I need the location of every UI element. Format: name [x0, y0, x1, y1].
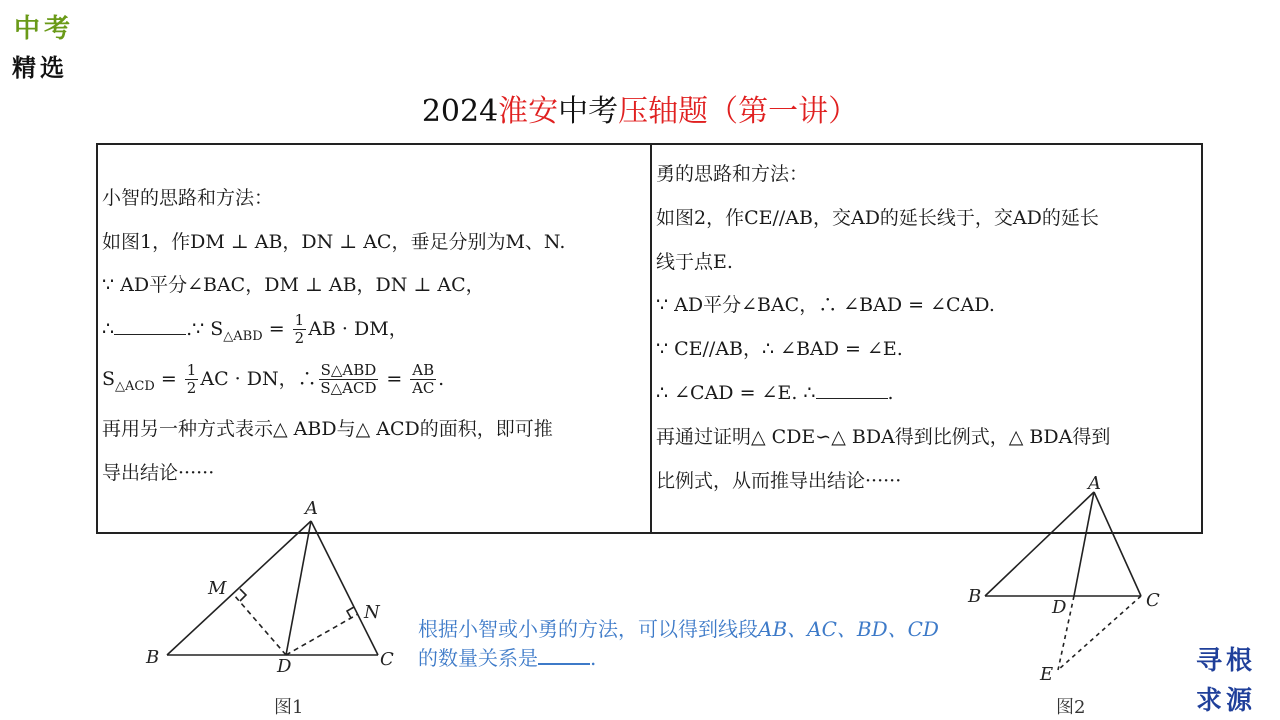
- fig2-caption: 图2: [1056, 697, 1086, 718]
- fig1-label-b: B: [146, 647, 160, 668]
- fig1-right-angle-m: [240, 589, 246, 601]
- fig1-label-d: D: [277, 656, 292, 677]
- area-ratio-den: S△ACD: [320, 379, 377, 398]
- left-line-5-s: S: [102, 367, 116, 390]
- half-num: 1: [294, 311, 305, 329]
- title-exam: 中考: [558, 94, 619, 129]
- left-line-4-sub: △ABD: [223, 328, 263, 344]
- left-line-5-ratio-eq: =: [380, 367, 409, 390]
- left-line-7: 导出结论······: [102, 461, 215, 484]
- fig1-label-m: M: [208, 578, 227, 599]
- left-line-1: 小智的思路和方法：: [102, 187, 274, 209]
- fig2-label-e: E: [1040, 664, 1054, 685]
- side-ratio-den: AC: [412, 379, 435, 398]
- title-place: 淮安: [498, 94, 559, 129]
- fig2-label-d: D: [1052, 597, 1067, 618]
- corner-label-top-2: 精选: [12, 53, 68, 82]
- question-text: [418, 615, 939, 673]
- side-ratio-num: AB: [412, 361, 435, 380]
- fig2-label-a: A: [1088, 473, 1101, 494]
- fig2-label-c: C: [1146, 590, 1160, 611]
- right-line-8: 比例式，从而推导出结论······: [656, 469, 902, 492]
- question-segments: AB、AC、BD、CD: [758, 617, 939, 641]
- fig1-caption: 图1: [274, 697, 304, 718]
- left-line-4-prefix: ∴: [102, 317, 115, 340]
- left-line-2: 如图1，作DM ⊥ AB，DN ⊥ AC，垂足分别为M、N.: [102, 230, 566, 253]
- half-den-2: 2: [186, 379, 197, 398]
- left-line-4-eq: =: [262, 317, 291, 340]
- question-part1: 根据小智或小勇的方法，可以得到线段: [418, 617, 758, 641]
- question-end: .: [590, 646, 597, 670]
- right-line-7: 再通过证明△ CDE∽△ BDA得到比例式，△ BDA得到: [656, 425, 1111, 448]
- right-line-6-end: .: [887, 381, 894, 404]
- figure-2: [985, 492, 1141, 670]
- right-line-2: 如图2，作CE//AB，交AD的延长线于，交AD的延长: [656, 206, 1099, 229]
- question-line-1: [418, 615, 939, 644]
- fig1-label-n: N: [364, 602, 380, 623]
- question-line-2: [418, 644, 939, 673]
- title-topic: 压轴题: [618, 94, 709, 129]
- left-line-4-tail: AB · DM，: [308, 317, 408, 340]
- right-line-6-prefix: ∴ ∠CAD = ∠E. ∴: [656, 381, 816, 404]
- left-line-5-tail: AC · DN，∴: [200, 367, 317, 390]
- half-num-2: 1: [186, 361, 197, 380]
- half-den: 2: [294, 329, 305, 347]
- right-line-3: 线于点E.: [656, 250, 733, 273]
- title-year: 2024: [421, 94, 499, 129]
- corner-label-bottom-1: 寻根: [1196, 646, 1257, 676]
- left-line-5-eq: =: [154, 367, 183, 390]
- right-line-4: ∵ AD平分∠BAC，∴ ∠BAD = ∠CAD.: [656, 294, 995, 317]
- corner-label-bottom-2: 求源: [1196, 686, 1257, 716]
- right-line-1: 勇的思路和方法：: [656, 163, 809, 185]
- figure-1: [167, 521, 378, 655]
- fig1-perp-dn: [286, 614, 358, 655]
- left-line-3: ∵ AD平分∠BAC，DM ⊥ AB，DN ⊥ AC，: [102, 274, 485, 296]
- fig1-perp-dm: [234, 595, 286, 655]
- fig2-parallel-ce: [1058, 596, 1141, 670]
- fig1-label-c: C: [380, 649, 394, 670]
- fig2-label-b: B: [968, 586, 982, 607]
- fig1-right-angle-n: [347, 607, 354, 618]
- area-ratio-num: S△ABD: [320, 361, 377, 380]
- title-lecture: （第一讲）: [708, 94, 859, 129]
- question-part2: 的数量关系是: [418, 646, 538, 670]
- right-line-5: ∵ CE//AB，∴ ∠BAD = ∠E.: [656, 338, 903, 361]
- fig1-label-a: A: [305, 498, 318, 519]
- left-line-5-end: .: [438, 367, 445, 390]
- fig2-side-ac: [1094, 492, 1141, 596]
- left-line-4-mid: .∵ S: [186, 317, 224, 340]
- answer-blank-question: [538, 645, 590, 665]
- corner-label-top-1: 中考: [14, 14, 75, 44]
- left-line-5-sub: △ACD: [115, 378, 155, 394]
- left-line-6: 再用另一种方式表示△ ABD与△ ACD的面积，即可推: [102, 418, 553, 441]
